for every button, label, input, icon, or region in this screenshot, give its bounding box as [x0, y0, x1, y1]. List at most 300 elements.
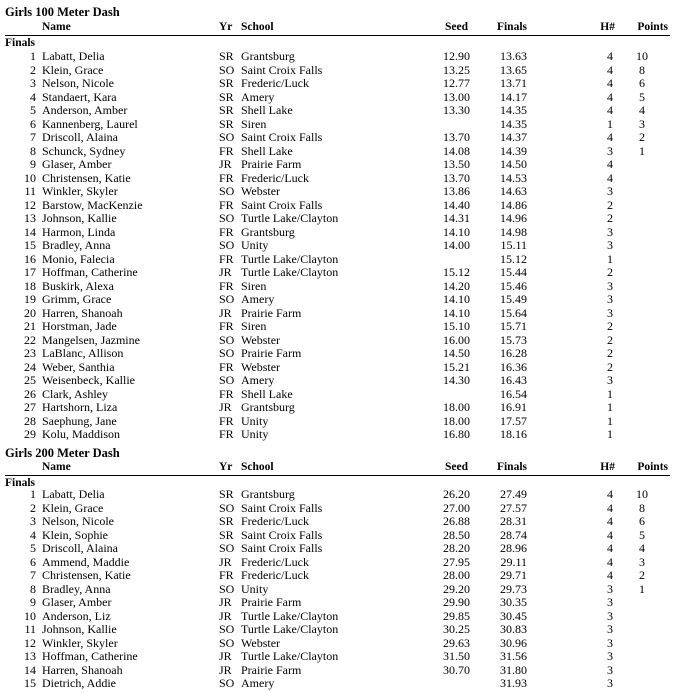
- col-heat-header: H#: [600, 461, 615, 473]
- school-name: Saint Croix Falls: [241, 130, 323, 144]
- heat-number: 2: [607, 319, 613, 333]
- school-name: Prairie Farm: [241, 662, 302, 677]
- seed-time: 14.10: [443, 292, 470, 306]
- result-row: [0, 428, 675, 442]
- athlete-name: Harren, Shanoah: [42, 305, 123, 320]
- heat-number: 1: [607, 251, 613, 266]
- year-cell: FR: [219, 568, 234, 582]
- year-cell: JR: [219, 305, 232, 320]
- school-name: Unity: [241, 581, 269, 596]
- school-name: Saint Croix Falls: [241, 62, 323, 77]
- heat-number: 3: [607, 143, 613, 158]
- result-row: [0, 664, 675, 678]
- seed-time: 13.25: [443, 62, 470, 77]
- heat-number: 3: [607, 608, 613, 623]
- seed-time: 16.80: [443, 427, 470, 441]
- column-header-row: [0, 460, 675, 474]
- athlete-name: Bradley, Anna: [42, 238, 111, 252]
- col-school-header: School: [241, 461, 274, 473]
- place-cell: 18: [24, 278, 36, 293]
- final-time: 15.11: [500, 238, 527, 252]
- header-divider: [5, 475, 670, 476]
- year-cell: JR: [219, 400, 232, 414]
- seed-time: 30.25: [443, 622, 470, 636]
- place-cell: 16: [24, 251, 36, 266]
- school-name: Unity: [241, 427, 269, 441]
- athlete-name: LaBlanc, Allison: [42, 346, 124, 360]
- results-table-100m: [0, 50, 675, 442]
- heat-number: 4: [607, 554, 613, 569]
- heat-number: 4: [607, 157, 613, 171]
- final-time: 14.98: [500, 224, 527, 239]
- year-cell: FR: [219, 278, 234, 293]
- school-name: Grantsburg: [241, 400, 295, 414]
- place-cell: 10: [24, 608, 36, 623]
- year-cell: JR: [219, 608, 232, 623]
- final-time: 30.45: [500, 608, 527, 623]
- final-time: 28.74: [500, 527, 527, 542]
- seed-time: 27.95: [443, 554, 470, 569]
- place-cell: 15: [24, 676, 36, 690]
- heat-number: 3: [607, 662, 613, 677]
- final-time: 15.12: [500, 251, 527, 266]
- col-seed-header: Seed: [445, 21, 468, 33]
- heat-number: 2: [607, 197, 613, 212]
- col-seed-header: Seed: [445, 461, 468, 473]
- results-table-200m: [0, 488, 675, 691]
- heat-number: 2: [607, 346, 613, 360]
- result-row: [0, 374, 675, 388]
- result-row: [0, 388, 675, 402]
- final-time: 30.96: [500, 635, 527, 650]
- year-cell: SR: [219, 76, 234, 90]
- school-name: Prairie Farm: [241, 157, 302, 171]
- result-row: [0, 488, 675, 502]
- athlete-name: Glaser, Amber: [42, 157, 112, 171]
- athlete-name: Winkler, Skyler: [42, 184, 118, 198]
- year-cell: SR: [219, 527, 234, 542]
- heat-number: 4: [607, 89, 613, 104]
- place-cell: 2: [30, 62, 36, 77]
- points-cell: 6: [639, 76, 645, 90]
- athlete-name: Harmon, Linda: [42, 224, 116, 239]
- year-cell: JR: [219, 649, 232, 663]
- points-cell: 8: [639, 500, 645, 515]
- year-cell: FR: [219, 359, 234, 374]
- athlete-name: Winkler, Skyler: [42, 635, 118, 650]
- seed-time: 18.00: [443, 400, 470, 414]
- final-time: 16.54: [500, 386, 527, 401]
- place-cell: 6: [30, 116, 36, 131]
- heat-number: 1: [607, 386, 613, 401]
- school-name: Saint Croix Falls: [241, 500, 323, 515]
- place-cell: 8: [30, 143, 36, 158]
- school-name: Saint Croix Falls: [241, 541, 323, 555]
- athlete-name: Buskirk, Alexa: [42, 278, 114, 293]
- place-cell: 27: [24, 400, 36, 414]
- school-name: Grantsburg: [241, 487, 295, 501]
- seed-time: 13.86: [443, 184, 470, 198]
- place-cell: 14: [24, 662, 36, 677]
- athlete-name: Mangelsen, Jazmine: [42, 332, 140, 347]
- year-cell: FR: [219, 251, 234, 266]
- seed-time: 29.85: [443, 608, 470, 623]
- seed-time: 14.30: [443, 373, 470, 387]
- final-time: 14.63: [500, 184, 527, 198]
- heat-number: 3: [607, 305, 613, 320]
- seed-time: 13.50: [443, 157, 470, 171]
- school-name: Webster: [241, 184, 281, 198]
- heat-number: 1: [607, 116, 613, 131]
- points-cell: 3: [639, 554, 645, 569]
- col-finals-header: Finals: [496, 461, 527, 473]
- points-cell: 5: [639, 89, 645, 104]
- place-cell: 2: [30, 500, 36, 515]
- year-cell: SR: [219, 487, 234, 501]
- seed-time: 12.90: [443, 49, 470, 63]
- final-time: 27.49: [500, 487, 527, 501]
- final-time: 14.53: [500, 170, 527, 185]
- result-row: [0, 253, 675, 267]
- athlete-name: Anderson, Amber: [42, 103, 128, 117]
- seed-time: 28.00: [443, 568, 470, 582]
- athlete-name: Christensen, Katie: [42, 170, 131, 185]
- athlete-name: Weber, Santhia: [42, 359, 115, 374]
- school-name: Turtle Lake/Clayton: [241, 265, 339, 279]
- heat-number: 4: [607, 76, 613, 90]
- place-cell: 26: [24, 386, 36, 401]
- athlete-name: Driscoll, Alaina: [42, 130, 118, 144]
- athlete-name: Harren, Shanoah: [42, 662, 123, 677]
- seed-time: 29.90: [443, 595, 470, 609]
- heat-number: 3: [607, 622, 613, 636]
- place-cell: 29: [24, 427, 36, 441]
- heat-number: 4: [607, 541, 613, 555]
- athlete-name: Labatt, Delia: [42, 487, 105, 501]
- col-points-header: Points: [637, 461, 668, 473]
- points-cell: 3: [639, 116, 645, 131]
- year-cell: SO: [219, 130, 235, 144]
- header-divider: [5, 35, 670, 36]
- heat-number: 4: [607, 514, 613, 528]
- athlete-name: Barstow, MacKenzie: [42, 197, 143, 212]
- place-cell: 1: [30, 49, 36, 63]
- place-cell: 5: [30, 103, 36, 117]
- points-cell: 2: [639, 568, 645, 582]
- school-name: Prairie Farm: [241, 595, 302, 609]
- points-cell: 4: [639, 541, 645, 555]
- year-cell: SR: [219, 49, 234, 63]
- school-name: Siren: [241, 116, 267, 131]
- seed-time: 15.12: [443, 265, 470, 279]
- result-row: [0, 50, 675, 64]
- col-yr-header: Yr: [219, 21, 233, 33]
- heat-number: 3: [607, 595, 613, 609]
- result-row: [0, 293, 675, 307]
- seed-time: 15.21: [443, 359, 470, 374]
- final-time: 28.96: [500, 541, 527, 555]
- school-name: Turtle Lake/Clayton: [241, 251, 339, 266]
- heat-number: 4: [607, 49, 613, 63]
- year-cell: SO: [219, 346, 235, 360]
- col-school-header: School: [241, 21, 274, 33]
- school-name: Turtle Lake/Clayton: [241, 211, 339, 225]
- place-cell: 4: [30, 527, 36, 542]
- athlete-name: Kannenberg, Laurel: [42, 116, 138, 131]
- seed-time: 14.20: [443, 278, 470, 293]
- place-cell: 13: [24, 649, 36, 663]
- school-name: Frederic/Luck: [241, 170, 309, 185]
- athlete-name: Driscoll, Alaina: [42, 541, 118, 555]
- school-name: Grantsburg: [241, 49, 295, 63]
- final-time: 13.71: [500, 76, 527, 90]
- event-title-100m: Girls 100 Meter Dash: [5, 5, 120, 19]
- place-cell: 6: [30, 554, 36, 569]
- final-time: 29.71: [500, 568, 527, 582]
- athlete-name: Monio, Falecia: [42, 251, 115, 266]
- heat-number: 1: [607, 427, 613, 441]
- final-time: 13.63: [500, 49, 527, 63]
- school-name: Webster: [241, 359, 281, 374]
- athlete-name: Dietrich, Addie: [42, 676, 116, 690]
- final-time: 17.57: [500, 413, 527, 428]
- school-name: Saint Croix Falls: [241, 197, 323, 212]
- place-cell: 3: [30, 76, 36, 90]
- result-row: [0, 529, 675, 543]
- seed-time: 14.31: [443, 211, 470, 225]
- points-cell: 5: [639, 527, 645, 542]
- result-row: [0, 64, 675, 78]
- heat-number: 3: [607, 224, 613, 239]
- result-row: [0, 199, 675, 213]
- place-cell: 12: [24, 197, 36, 212]
- heat-number: 4: [607, 170, 613, 185]
- place-cell: 15: [24, 238, 36, 252]
- place-cell: 9: [30, 595, 36, 609]
- year-cell: FR: [219, 386, 234, 401]
- result-row: [0, 131, 675, 145]
- athlete-name: Klein, Grace: [42, 62, 104, 77]
- year-cell: FR: [219, 319, 234, 333]
- final-time: 29.73: [500, 581, 527, 596]
- year-cell: SO: [219, 373, 235, 387]
- place-cell: 19: [24, 292, 36, 306]
- final-time: 15.71: [500, 319, 527, 333]
- year-cell: SO: [219, 238, 235, 252]
- result-row: [0, 91, 675, 105]
- points-cell: 8: [639, 62, 645, 77]
- athlete-name: Clark, Ashley: [42, 386, 108, 401]
- heat-number: 3: [607, 278, 613, 293]
- place-cell: 14: [24, 224, 36, 239]
- athlete-name: Schunck, Sydney: [42, 143, 126, 158]
- year-cell: SO: [219, 500, 235, 515]
- result-row: [0, 556, 675, 570]
- seed-time: 26.88: [443, 514, 470, 528]
- year-cell: JR: [219, 157, 232, 171]
- event-title-200m: Girls 200 Meter Dash: [5, 446, 120, 460]
- points-cell: 6: [639, 514, 645, 528]
- seed-time: 14.50: [443, 346, 470, 360]
- seed-time: 13.70: [443, 130, 470, 144]
- athlete-name: Klein, Grace: [42, 500, 104, 515]
- athlete-name: Labatt, Delia: [42, 49, 105, 63]
- year-cell: SO: [219, 211, 235, 225]
- heat-number: 1: [607, 400, 613, 414]
- year-cell: SO: [219, 541, 235, 555]
- seed-time: 14.10: [443, 224, 470, 239]
- heat-number: 4: [607, 527, 613, 542]
- result-row: [0, 226, 675, 240]
- final-time: 15.73: [500, 332, 527, 347]
- col-heat-header: H#: [600, 21, 615, 33]
- heat-number: 2: [607, 359, 613, 374]
- year-cell: FR: [219, 170, 234, 185]
- seed-time: 14.00: [443, 238, 470, 252]
- result-row: [0, 172, 675, 186]
- school-name: Unity: [241, 238, 269, 252]
- place-cell: 4: [30, 89, 36, 104]
- school-name: Turtle Lake/Clayton: [241, 622, 339, 636]
- place-cell: 8: [30, 581, 36, 596]
- seed-time: 29.20: [443, 581, 470, 596]
- result-row: [0, 596, 675, 610]
- result-row: [0, 212, 675, 226]
- final-time: 15.49: [500, 292, 527, 306]
- school-name: Amery: [241, 676, 275, 690]
- year-cell: SO: [219, 622, 235, 636]
- seed-time: 13.70: [443, 170, 470, 185]
- result-row: [0, 185, 675, 199]
- athlete-name: Nelson, Nicole: [42, 514, 114, 528]
- heat-number: 2: [607, 211, 613, 225]
- year-cell: FR: [219, 224, 234, 239]
- school-name: Turtle Lake/Clayton: [241, 608, 339, 623]
- year-cell: SO: [219, 676, 235, 690]
- athlete-name: Kolu, Maddison: [42, 427, 120, 441]
- result-row: [0, 623, 675, 637]
- result-row: [0, 145, 675, 159]
- year-cell: SO: [219, 332, 235, 347]
- final-time: 15.44: [500, 265, 527, 279]
- points-cell: 10: [636, 487, 648, 501]
- result-row: [0, 401, 675, 415]
- place-cell: 11: [24, 622, 36, 636]
- result-row: [0, 415, 675, 429]
- col-yr-header: Yr: [219, 461, 233, 473]
- result-row: [0, 280, 675, 294]
- year-cell: FR: [219, 413, 234, 428]
- school-name: Amery: [241, 89, 275, 104]
- athlete-name: Christensen, Katie: [42, 568, 131, 582]
- school-name: Amery: [241, 373, 275, 387]
- final-time: 15.46: [500, 278, 527, 293]
- result-row: [0, 118, 675, 132]
- seed-time: 16.00: [443, 332, 470, 347]
- seed-time: 13.00: [443, 89, 470, 104]
- final-time: 27.57: [500, 500, 527, 515]
- points-cell: 1: [639, 581, 645, 596]
- place-cell: 9: [30, 157, 36, 171]
- result-row: [0, 650, 675, 664]
- result-row: [0, 347, 675, 361]
- result-row: [0, 542, 675, 556]
- year-cell: JR: [219, 554, 232, 569]
- year-cell: SO: [219, 635, 235, 650]
- school-name: Frederic/Luck: [241, 554, 309, 569]
- athlete-name: Klein, Sophie: [42, 527, 108, 542]
- place-cell: 3: [30, 514, 36, 528]
- year-cell: SR: [219, 116, 234, 131]
- col-name-header: Name: [42, 21, 71, 33]
- result-row: [0, 104, 675, 118]
- col-name-header: Name: [42, 461, 71, 473]
- points-cell: 2: [639, 130, 645, 144]
- school-name: Shell Lake: [241, 386, 293, 401]
- school-name: Frederic/Luck: [241, 514, 309, 528]
- seed-time: 14.08: [443, 143, 470, 158]
- final-time: 31.56: [500, 649, 527, 663]
- athlete-name: Ammend, Maddie: [42, 554, 130, 569]
- result-row: [0, 307, 675, 321]
- athlete-name: Glaser, Amber: [42, 595, 112, 609]
- place-cell: 7: [30, 568, 36, 582]
- place-cell: 23: [24, 346, 36, 360]
- result-row: [0, 266, 675, 280]
- place-cell: 11: [24, 184, 36, 198]
- athlete-name: Hoffman, Catherine: [42, 649, 138, 663]
- result-row: [0, 677, 675, 691]
- year-cell: FR: [219, 427, 234, 441]
- athlete-name: Standaert, Kara: [42, 89, 117, 104]
- place-cell: 21: [24, 319, 36, 333]
- athlete-name: Anderson, Liz: [42, 608, 111, 623]
- heat-number: 3: [607, 292, 613, 306]
- result-row: [0, 515, 675, 529]
- place-cell: 7: [30, 130, 36, 144]
- heat-number: 3: [607, 676, 613, 690]
- heat-number: 2: [607, 332, 613, 347]
- school-name: Amery: [241, 292, 275, 306]
- school-name: Grantsburg: [241, 224, 295, 239]
- heat-number: 4: [607, 130, 613, 144]
- year-cell: SR: [219, 89, 234, 104]
- school-name: Shell Lake: [241, 103, 293, 117]
- school-name: Prairie Farm: [241, 346, 302, 360]
- result-row: [0, 637, 675, 651]
- school-name: Webster: [241, 635, 281, 650]
- final-time: 31.93: [500, 676, 527, 690]
- place-cell: 25: [24, 373, 36, 387]
- place-cell: 17: [24, 265, 36, 279]
- column-header-row: [0, 20, 675, 34]
- school-name: Webster: [241, 332, 281, 347]
- school-name: Prairie Farm: [241, 305, 302, 320]
- final-time: 14.35: [500, 103, 527, 117]
- seed-time: 26.20: [443, 487, 470, 501]
- school-name: Shell Lake: [241, 143, 293, 158]
- final-time: 18.16: [500, 427, 527, 441]
- result-row: [0, 569, 675, 583]
- heat-number: 1: [607, 413, 613, 428]
- final-time: 30.35: [500, 595, 527, 609]
- result-row: [0, 77, 675, 91]
- heat-number: 3: [607, 581, 613, 596]
- final-time: 14.17: [500, 89, 527, 104]
- heat-number: 4: [607, 500, 613, 515]
- heat-number: 4: [607, 103, 613, 117]
- year-cell: JR: [219, 595, 232, 609]
